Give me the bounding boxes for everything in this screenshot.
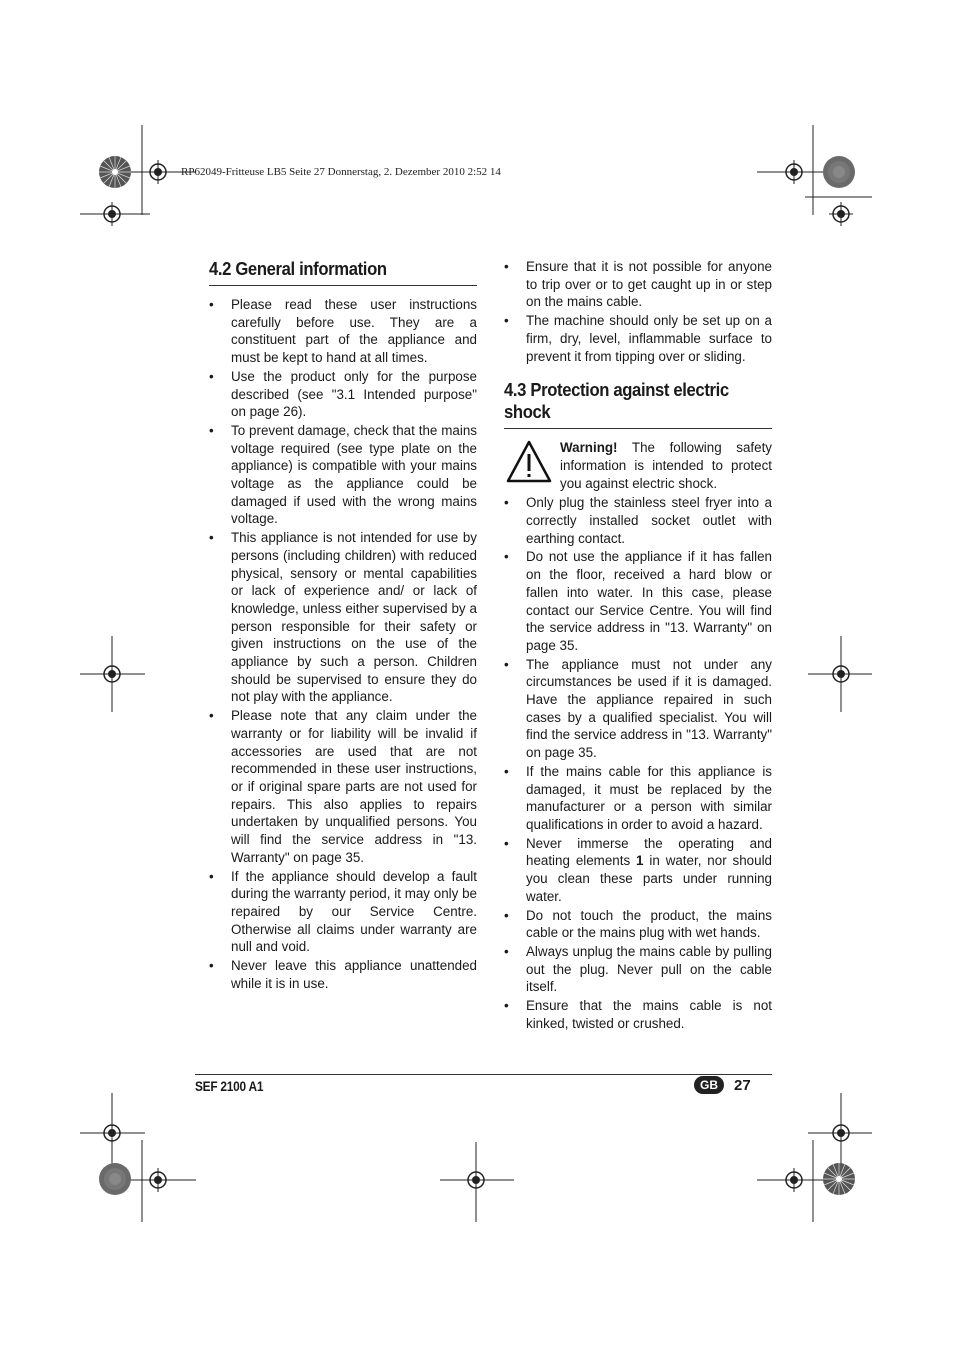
list-item: • Please note that any claim under the warranty or for liability will be invalid if accessories are used that are not recommended in these user instructions, or if original spare parts are not used for repairs. This also applies to repairs undertaken by unqualified persons. You will find the service address in "13. Warranty" on page 35. — [209, 707, 477, 866]
registration-mark-icon — [100, 1121, 124, 1145]
right-column — [504, 258, 772, 1033]
registration-mark-icon — [146, 160, 170, 184]
warning-box — [504, 439, 772, 492]
intro-safety-list — [504, 258, 772, 365]
color-wheel-icon — [822, 1162, 856, 1196]
registration-mark-icon — [829, 1121, 853, 1145]
list-item: • Use the product only for the purpose described (see "3.1 Intended purpose" on page 26). — [209, 368, 477, 421]
list-item: • Only plug the stainless steel fryer into a correctly installed socket outlet with earthing contact. — [504, 494, 772, 547]
registration-mark-icon — [782, 1168, 806, 1192]
electric-shock-list — [504, 494, 772, 1032]
list-item: • The machine should only be set up on a firm, dry, level, inflammable surface to prevent it from tipping over or sliding. — [504, 312, 772, 365]
color-wheel-icon — [822, 155, 856, 189]
list-item: • Do not use the appliance if it has fallen on the floor, received a hard blow or fallen into water. In this case, please contact our Service Centre. You will find the service address in "13. Warranty" on page 35. — [504, 548, 772, 654]
general-information-list — [209, 296, 477, 992]
list-item: • Never leave this appliance unattended while it is in use. — [209, 957, 477, 992]
warning-body: The following safety information is intended to protect you against electric shock. — [560, 440, 772, 491]
list-item: • The appliance must not under any circumstances be used if it is damaged. Have the appliance repaired in such cases by a qualified specialist. You will find the service address in "13. Warranty" on page 35. — [504, 656, 772, 762]
list-item: • To prevent damage, check that the mains voltage required (see type plate on the appliance) is compatible with your mains voltage as the appliance could be damaged if used with the wrong mains voltage. — [209, 422, 477, 528]
registration-mark-icon — [464, 1168, 488, 1192]
registration-mark-icon — [829, 662, 853, 686]
registration-mark-icon — [100, 662, 124, 686]
footer-right — [694, 1076, 751, 1094]
page-number: 27 — [734, 1076, 751, 1094]
registration-mark-icon — [782, 160, 806, 184]
warning-label: Warning! — [560, 440, 618, 456]
left-column — [209, 258, 477, 993]
section-heading-4-2: 4.2 General information — [209, 258, 387, 279]
list-item: • Never immerse the operating and heating elements 1 in water, nor should you clean these parts under running water. — [504, 835, 772, 906]
section-4-2-heading-wrap — [209, 258, 477, 286]
registration-mark-icon — [829, 202, 853, 226]
list-item: • If the mains cable for this appliance is damaged, it must be replaced by the manufacturer or a person with similar qualifications in order to avoid a hazard. — [504, 763, 772, 834]
section-4-3-heading-wrap — [504, 379, 772, 429]
registration-mark-icon — [100, 202, 124, 226]
list-item: • This appliance is not intended for use by persons (including children) with reduced physical, sensory or mental capabilities or lack of experience and/ or lack of knowledge, unless either supervised by a person responsible for their safety or given instructions on the use of the appliance by such a person. Children should be supervised to ensure they do not play with the appliance. — [209, 529, 477, 706]
list-item: • If the appliance should develop a fault during the warranty period, it may only be repaired by our Service Centre. Otherwise all claims under warranty are null and void. — [209, 868, 477, 957]
warning-text — [560, 439, 772, 492]
model-number: SEF 2100 A1 — [195, 1078, 264, 1094]
footer-rule — [195, 1074, 772, 1075]
color-wheel-icon — [98, 155, 132, 189]
list-item: • Ensure that it is not possible for anyone to trip over or to get caught up in or step on the mains cable. — [504, 258, 772, 311]
warning-triangle-icon — [506, 439, 552, 483]
list-item: • Ensure that the mains cable is not kinked, twisted or crushed. — [504, 997, 772, 1032]
print-header: RP62049-Fritteuse LB5 Seite 27 Donnerstag, 2. Dezember 2010 2:52 14 — [181, 166, 501, 178]
list-item: • Do not touch the product, the mains cable or the mains plug with wet hands. — [504, 907, 772, 942]
section-heading-4-3: 4.3 Protection against electric shock — [504, 379, 729, 423]
language-badge: GB — [694, 1076, 724, 1094]
component-reference: 1 — [636, 853, 644, 869]
color-wheel-icon — [98, 1162, 132, 1196]
list-item: • Please read these user instructions carefully before use. They are a constituent part of the appliance and must be kept to hand at all times. — [209, 296, 477, 367]
registration-mark-icon — [146, 1168, 170, 1192]
list-item: • Always unplug the mains cable by pulling out the plug. Never pull on the cable itself. — [504, 943, 772, 996]
